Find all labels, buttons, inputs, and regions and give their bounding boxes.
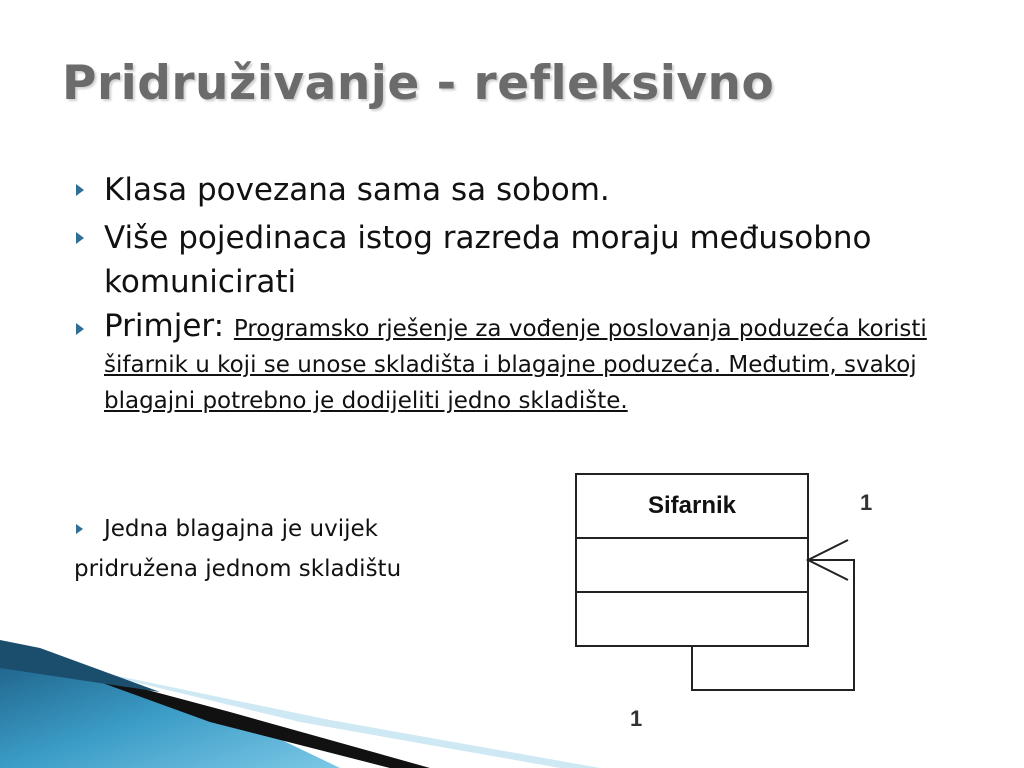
bullet-text: Klasa povezana sama sa sobom. xyxy=(104,172,610,208)
bullet-list xyxy=(74,168,954,419)
uml-class-name: Sifarnik xyxy=(647,492,737,519)
multiplicity-top: 1 xyxy=(860,490,873,515)
bullet-text: Jedna blagajna je uvijek xyxy=(104,516,378,542)
triangle-bullet-icon xyxy=(76,524,83,534)
bullet-item xyxy=(74,512,534,546)
wave-band-blue xyxy=(0,652,340,768)
multiplicity-bottom: 1 xyxy=(630,706,643,731)
wave-band-black xyxy=(50,664,430,768)
example-text: Programsko rješenje za vođenje poslovanja poduzeća koristi šifarnik u koji se unose skladišta i blagajne poduzeća. Međutim, svakoj blagajni potrebno je dodijeliti jedno skladište. xyxy=(104,316,927,414)
bullet-item xyxy=(74,308,954,419)
bullet-text: Više pojedinaca istog razreda moraju međusobno komunicirati xyxy=(104,220,872,300)
wave-band-light xyxy=(60,664,600,768)
example-lead: Primjer: xyxy=(104,308,234,344)
triangle-bullet-icon xyxy=(76,184,84,196)
wave-band-dark xyxy=(0,640,160,692)
bullet-block-small xyxy=(74,512,534,586)
bullet-item xyxy=(74,216,954,304)
bullet-item xyxy=(74,168,954,212)
slide-title: Pridruživanje - refleksivno xyxy=(62,56,775,111)
triangle-bullet-icon xyxy=(76,323,84,335)
uml-reflexive-association-diagram xyxy=(560,460,900,740)
bullet-continuation-text: pridružena jednom skladištu xyxy=(74,556,402,582)
triangle-bullet-icon xyxy=(76,232,84,244)
